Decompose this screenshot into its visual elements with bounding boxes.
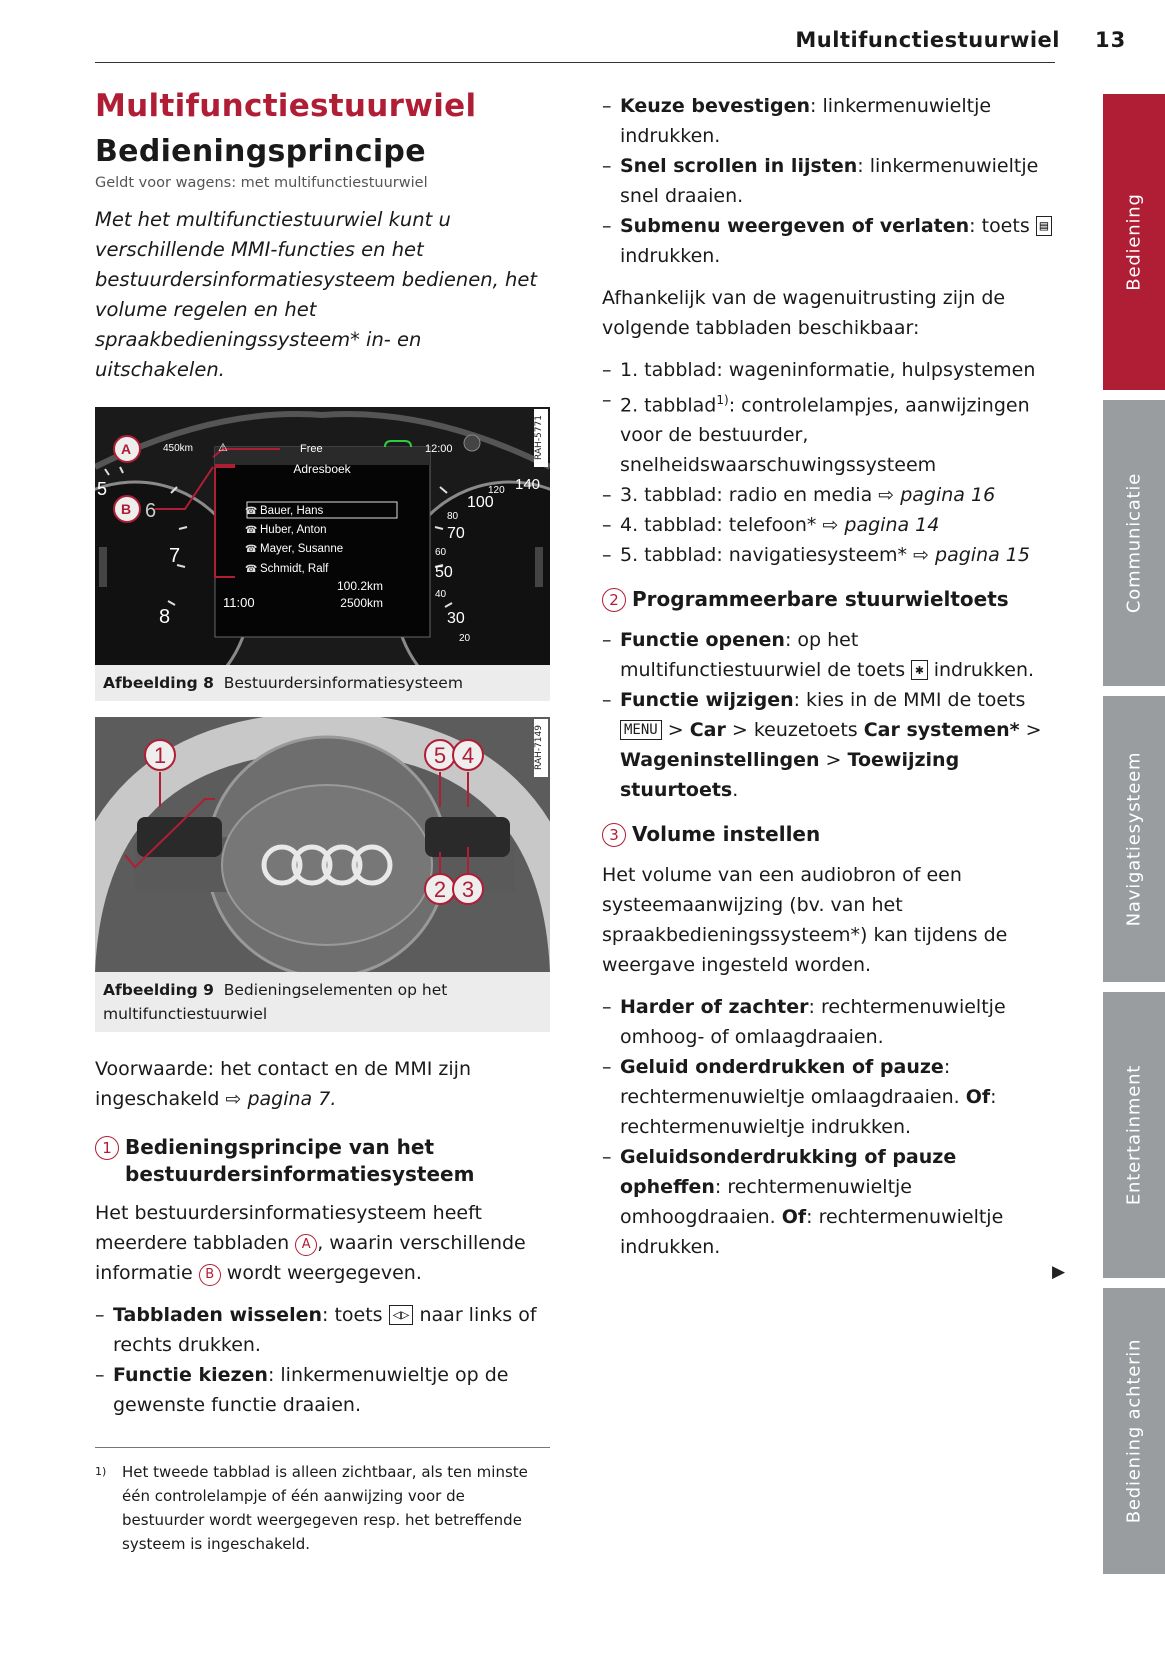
callout-3: 3 bbox=[461, 877, 475, 902]
intro-text: Met het multifunctiestuurwiel kunt u verschillende MMI-functies en het bestuurdersinformatiesysteem bedienen, het volume regelen en het spraakbedieningssysteem* in- en uitschakelen. bbox=[95, 208, 538, 381]
svg-text:30: 30 bbox=[447, 610, 465, 627]
svg-text:100: 100 bbox=[467, 494, 494, 511]
sub2-list bbox=[602, 625, 1057, 805]
sub3-list bbox=[602, 992, 1057, 1262]
side-tab-bediening-achterin[interactable]: Bediening achterin bbox=[1103, 1288, 1165, 1574]
side-tab-entertainment[interactable]: Entertainment bbox=[1103, 992, 1165, 1278]
svg-text:20: 20 bbox=[459, 633, 471, 644]
subheading-1: 1 Bedieningsprincipe van het bestuurdersinformatiesysteem bbox=[95, 1134, 550, 1188]
tab-switch-key-icon: ◁▷ bbox=[389, 1305, 414, 1325]
list-item: – Harder of zachter: rechtermenuwieltje omhoog- of omlaagdraaien. bbox=[602, 992, 1057, 1052]
menu-key: MENU bbox=[620, 720, 662, 740]
svg-text:☎: ☎ bbox=[245, 564, 258, 575]
section-title: Bedieningsprincipe bbox=[95, 134, 426, 169]
left-column bbox=[95, 88, 550, 1420]
callout-2: 2 bbox=[433, 877, 447, 902]
svg-text:☎: ☎ bbox=[245, 506, 258, 517]
callout-5: 5 bbox=[433, 743, 447, 768]
number-circle-1: 1 bbox=[95, 1136, 119, 1160]
chapter-title: Multifunctiestuurwiel bbox=[95, 88, 477, 124]
contact-1: Bauer, Hans bbox=[260, 505, 324, 517]
time-readout: 11:00 bbox=[223, 595, 255, 610]
list-item: – 1. tabblad: wageninformatie, hulpsystemen bbox=[602, 355, 1057, 385]
distance-readout: 100.2km bbox=[336, 579, 383, 593]
list-item: – Snel scrollen in lijsten: linkermenuwieltje snel draaien. bbox=[602, 151, 1057, 211]
contact-3: Mayer, Susanne bbox=[260, 543, 344, 555]
instrument-cluster-graphic bbox=[95, 407, 550, 665]
svg-text:50: 50 bbox=[435, 564, 453, 581]
list-item: – Geluid onderdrukken of pauze: rechtermenuwieltje omlaagdraaien. Of: rechtermenuwieltje indrukken. bbox=[602, 1052, 1057, 1142]
svg-text:7: 7 bbox=[169, 545, 181, 567]
continue-arrow-icon: ▶ bbox=[1052, 1262, 1066, 1282]
callout-1: 1 bbox=[153, 743, 167, 768]
figure-9 bbox=[95, 717, 550, 1032]
page-number: 13 bbox=[1095, 28, 1127, 52]
odometer-readout: 450km bbox=[163, 443, 194, 454]
page-link-16[interactable]: ⇨ pagina 16 bbox=[878, 484, 996, 507]
figure-8 bbox=[95, 407, 550, 701]
callout-b: B bbox=[121, 501, 132, 517]
svg-text:40: 40 bbox=[435, 589, 447, 600]
svg-text:5: 5 bbox=[97, 479, 108, 499]
svg-text:60: 60 bbox=[435, 547, 447, 558]
menu-title: Adresboek bbox=[293, 462, 351, 476]
contact-4: Schmidt, Ralf bbox=[260, 563, 329, 575]
steering-wheel-graphic bbox=[95, 717, 550, 972]
svg-text:80: 80 bbox=[447, 511, 459, 522]
callout-4: 4 bbox=[461, 743, 475, 768]
figure-8-image bbox=[95, 407, 550, 665]
distance2-readout: 2500km bbox=[340, 596, 383, 610]
tabs-list bbox=[602, 355, 1057, 570]
list-item: – Functie openen: op het multifunctiestuurwiel de toets ✱ indrukken. bbox=[602, 625, 1057, 685]
sub3-body: Het volume van een audiobron of een systeemaanwijzing (bv. van het spraakbedieningssysteem*) kan tijdens de weergave ingesteld worden. bbox=[602, 864, 1008, 977]
svg-text:☎: ☎ bbox=[245, 525, 258, 536]
figure-9-code: RAH-7149 bbox=[534, 719, 548, 777]
list-item: – 2. tabblad$^{1)}$: controlelampjes, aanwijzingen voor de bestuurder, snelheidswaarschuwingssysteem bbox=[602, 385, 1057, 480]
figure-8-caption: Afbeelding 8 Bestuurdersinformatiesysteem bbox=[103, 674, 463, 692]
list-item: – 5. tabblad: navigatiesysteem* ⇨ pagina 15 bbox=[602, 540, 1057, 570]
running-header-title: Multifunctiestuurwiel bbox=[795, 28, 1060, 52]
status-free: Free bbox=[300, 443, 323, 455]
submenu-key-icon: ▤ bbox=[1036, 216, 1052, 236]
tabs-intro: Afhankelijk van de wagenuitrusting zijn de volgende tabbladen beschikbaar: bbox=[602, 287, 1006, 339]
list-item: – Submenu weergeven of verlaten: toets ▤ indrukken. bbox=[602, 211, 1057, 271]
svg-text:⚠: ⚠ bbox=[218, 442, 228, 454]
side-tab-navigatiesysteem[interactable]: Navigatiesysteem bbox=[1103, 696, 1165, 982]
list-item: – Functie wijzigen: kies in de MMI de toets MENU > Car > keuzetoets Car systemen* > Wageninstellingen > Toewijzing stuurtoets. bbox=[602, 685, 1057, 805]
list-item: – Geluidsonderdrukking of pauze opheffen: rechtermenuwieltje omhoogdraaien. Of: rechtermenuwieltje indrukken. bbox=[602, 1142, 1057, 1262]
svg-text:70: 70 bbox=[447, 525, 465, 542]
footnote-rule bbox=[95, 1447, 550, 1448]
subheading-3: 3 Volume instellen bbox=[602, 821, 1057, 848]
list-item: – Keuze bevestigen: linkermenuwieltje indrukken. bbox=[602, 91, 1057, 151]
page-link-15[interactable]: ⇨ pagina 15 bbox=[913, 544, 1030, 567]
number-circle-3: 3 bbox=[602, 823, 626, 847]
subheading-2: 2 Programmeerbare stuurwieltoets bbox=[602, 586, 1057, 613]
sub1-list bbox=[95, 1300, 550, 1420]
side-tab-communicatie[interactable]: Communicatie bbox=[1103, 400, 1165, 686]
list-item: – 3. tabblad: radio en media ⇨ pagina 16 bbox=[602, 480, 1057, 510]
svg-text:140: 140 bbox=[515, 476, 541, 493]
svg-text:120: 120 bbox=[488, 485, 505, 496]
number-circle-2: 2 bbox=[602, 588, 626, 612]
inline-callout-a: A bbox=[295, 1234, 317, 1256]
page-link-7[interactable]: ⇨ pagina 7. bbox=[225, 1088, 337, 1110]
sub1-body: Het bestuurdersinformatiesysteem heeft meerdere tabbladen A , waarin verschillende informatie B wordt weergegeven. bbox=[95, 1202, 526, 1284]
callout-a: A bbox=[121, 441, 132, 457]
side-tab-bediening[interactable]: Bediening bbox=[1103, 94, 1165, 390]
page-link-14[interactable]: ⇨ pagina 14 bbox=[822, 514, 940, 537]
list-item: – Functie kiezen: linkermenuwieltje op de gewenste functie draaien. bbox=[95, 1360, 550, 1420]
list-item: – 4. tabblad: telefoon* ⇨ pagina 14 bbox=[602, 510, 1057, 540]
figure-9-image bbox=[95, 717, 550, 972]
header-rule bbox=[95, 62, 1055, 63]
applies-to: Geldt voor wagens: met multifunctiestuurwiel bbox=[95, 175, 428, 191]
svg-text:☎: ☎ bbox=[245, 544, 258, 555]
inline-callout-b: B bbox=[199, 1264, 221, 1286]
clock-readout: 12:00 bbox=[425, 443, 453, 455]
right-column bbox=[602, 91, 1057, 1262]
svg-text:6: 6 bbox=[145, 500, 157, 522]
prerequisite: Voorwaarde: het contact en de MMI zijn ingeschakeld ⇨ pagina 7. bbox=[95, 1058, 472, 1110]
right-top-list bbox=[602, 91, 1057, 271]
list-item: – Tabbladen wisselen: toets ◁▷ naar links of rechts drukken. bbox=[95, 1300, 550, 1360]
svg-text:8: 8 bbox=[159, 606, 171, 628]
figure-8-code: RAH-5771 bbox=[534, 409, 548, 467]
star-key-icon: ✱ bbox=[911, 660, 927, 680]
footnote: 1) Het tweede tabblad is alleen zichtbaar, als ten minste één controlelampje of één aanwijzing voor de bestuurder wordt weergegeven resp. het betreffende systeem is ingeschakeld. bbox=[95, 1463, 528, 1553]
figure-9-caption: Afbeelding 9 Bedieningselementen op het multifunctiestuurwiel bbox=[103, 981, 448, 1023]
contact-2: Huber, Anton bbox=[260, 524, 327, 536]
